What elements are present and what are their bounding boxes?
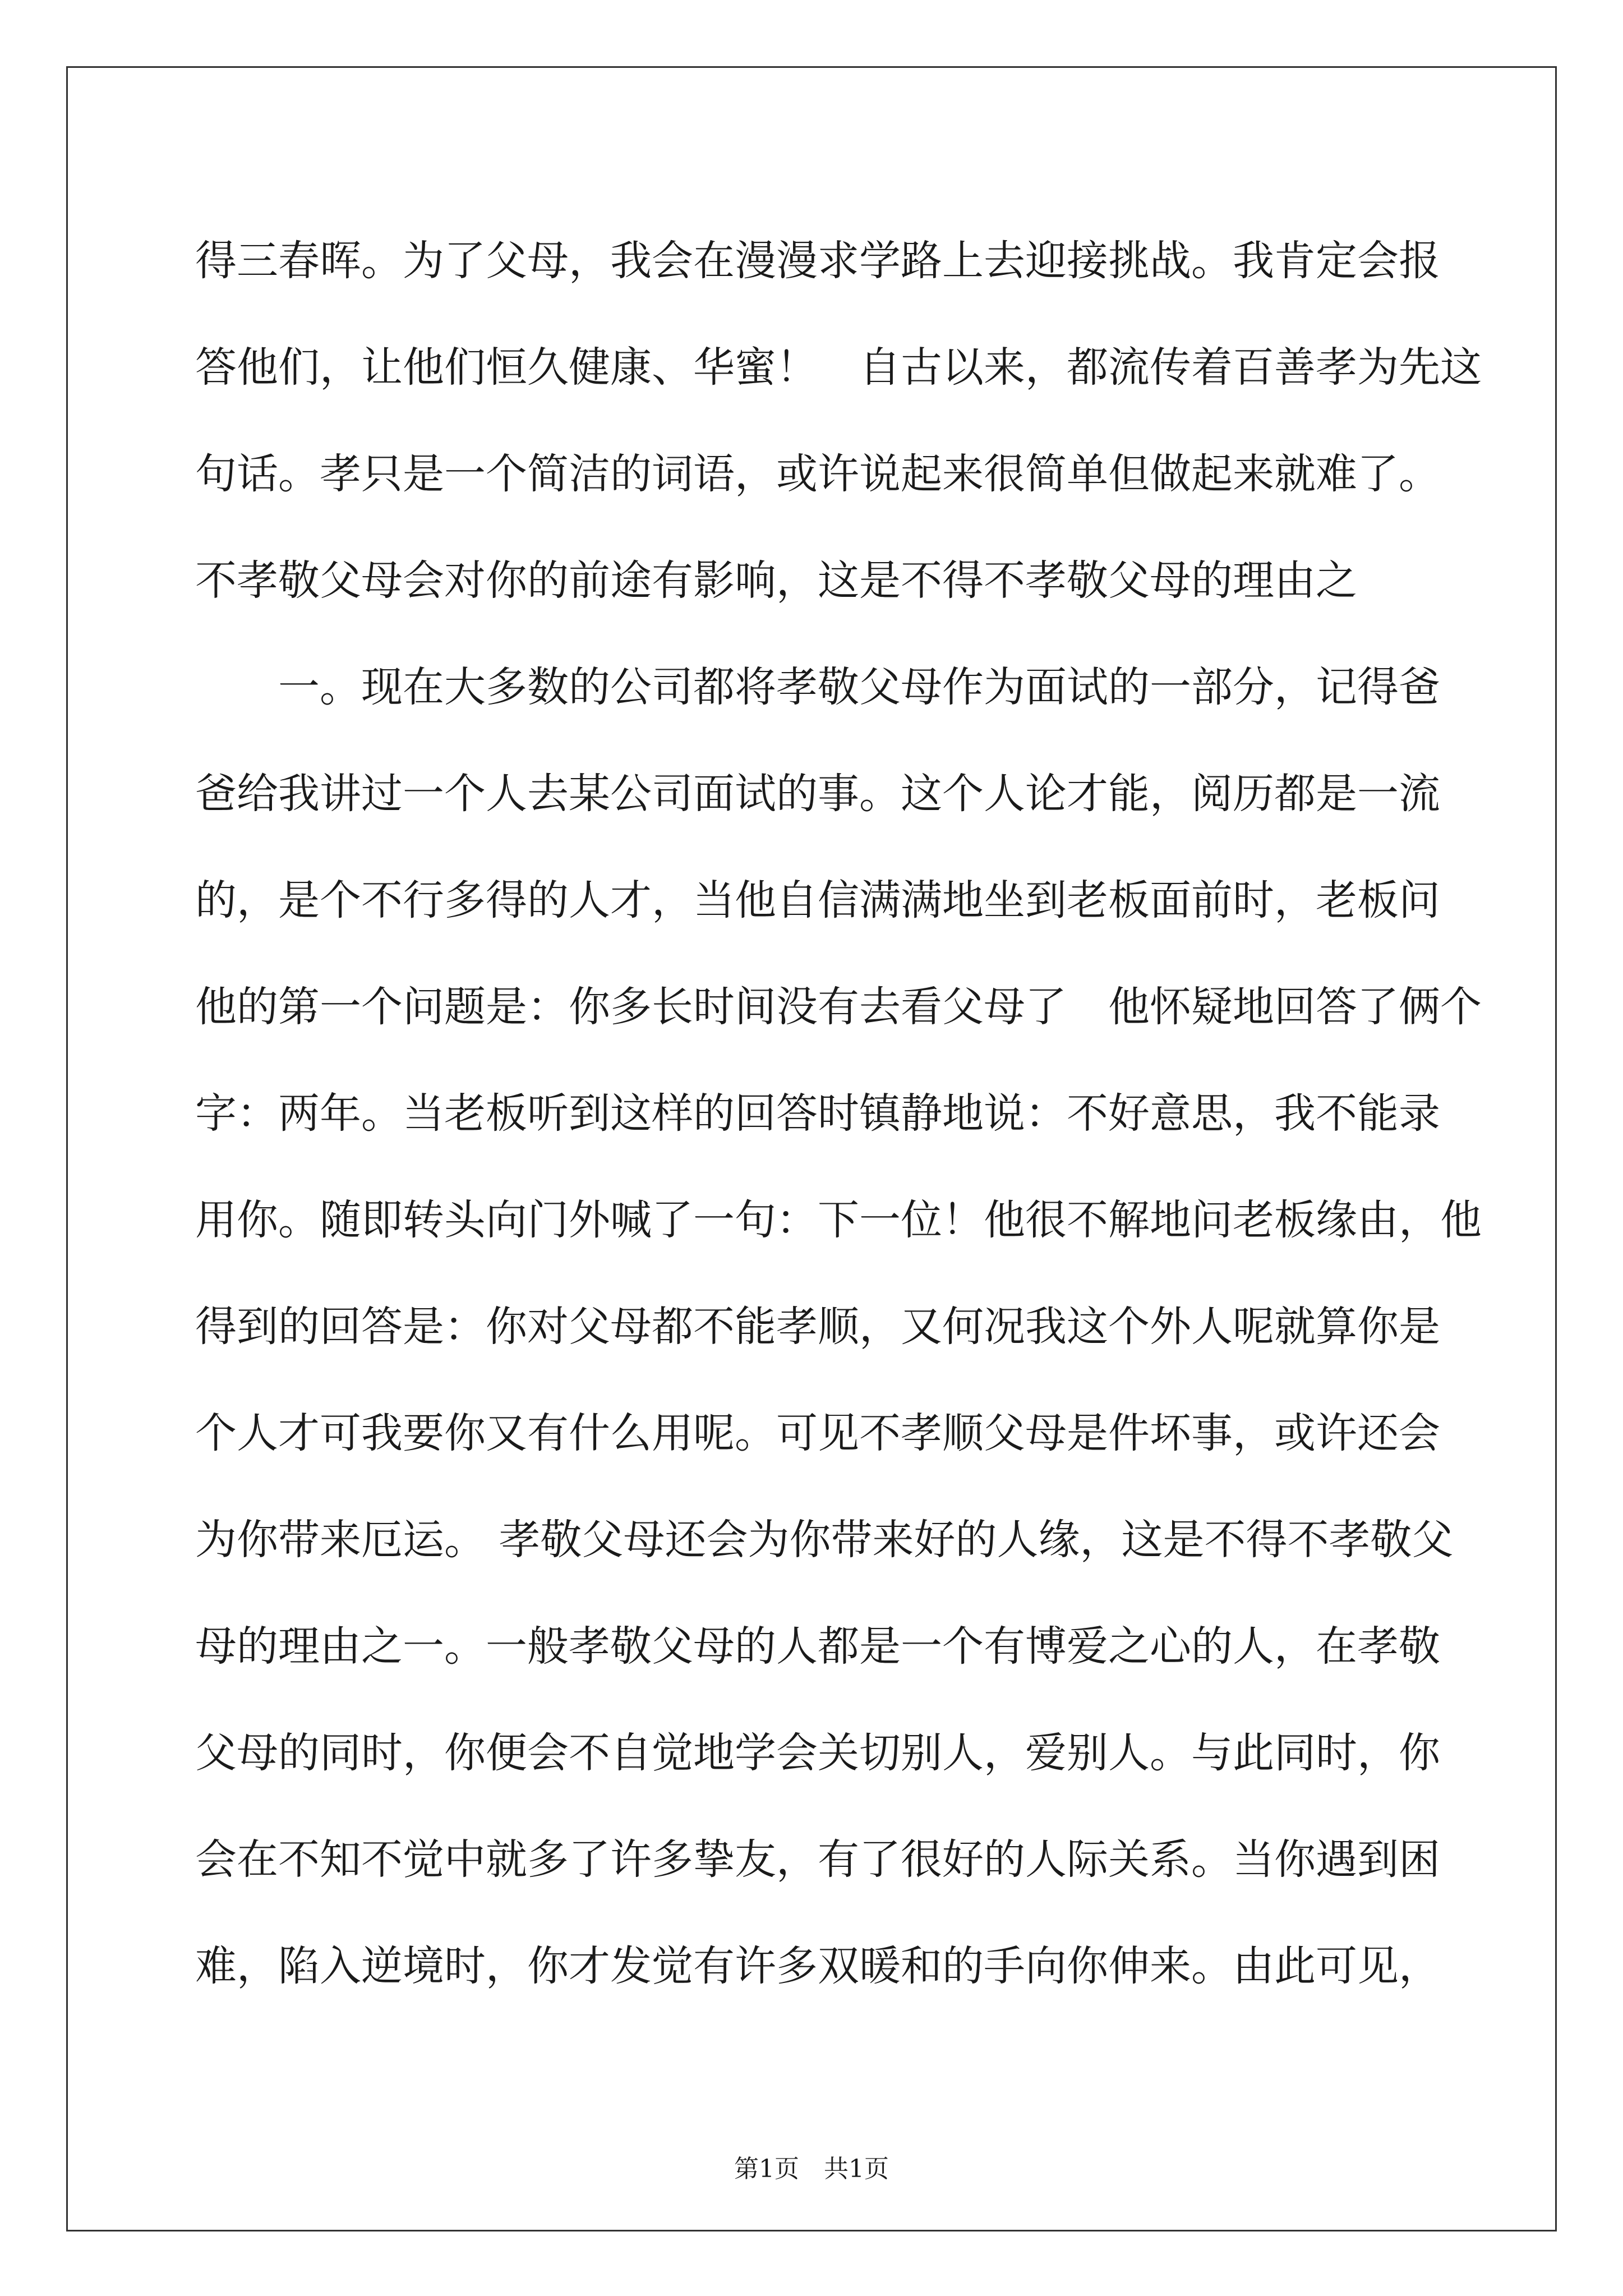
text-line: 个人才可我要你又有什么用呢。可见不孝顺父母是件坏事，或许还会 [195,1409,1440,1457]
page-number-footer: 第1页 共1页 [734,2155,889,2183]
text-line: 父母的同时，你便会不自觉地学会关切别人，爱别人。与此同时，你 [195,1729,1440,1777]
text-line: 句话。孝只是一个简洁的词语，或许说起来很简单但做起来就难了。 [195,450,1440,498]
text-line: 难，陷入逆境时，你才发觉有许多双暖和的手向你伸来。由此可见， [195,1942,1440,1990]
text-line: 答他们，让他们恒久健康、华蜜！ 自古以来，都流传着百善孝为先这 [195,343,1482,392]
text-line: 用你。随即转头向门外喊了一句：下一位！他很不解地问老板缘由，他 [195,1196,1482,1244]
text-line: 的，是个不行多得的人才，当他自信满满地坐到老板面前时，老板问 [195,876,1440,924]
text-line: 一。现在大多数的公司都将孝敬父母作为面试的一部分，记得爸 [278,663,1440,711]
text-line: 母的理由之一。一般孝敬父母的人都是一个有博爱之心的人，在孝敬 [195,1622,1440,1671]
text-line: 为你带来厄运。 孝敬父母还会为你带来好的人缘，这是不得不孝敬父 [195,1516,1454,1564]
text-line: 他的第一个问题是：你多长时间没有去看父母了 他怀疑地回答了俩个 [195,983,1482,1031]
document-body [195,208,1482,2019]
text-line: 得三春晖。为了父母，我会在漫漫求学路上去迎接挑战。我肯定会报 [195,237,1440,285]
text-line: 会在不知不觉中就多了许多挚友，有了很好的人际关系。当你遇到困 [195,1835,1440,1884]
text-line: 字：两年。当老板听到这样的回答时镇静地说：不好意思，我不能录 [195,1089,1440,1138]
text-line: 爸给我讲过一个人去某公司面试的事。这个人论才能，阅历都是一流 [195,770,1440,818]
text-line: 得到的回答是：你对父母都不能孝顺，又何况我这个外人呢就算你是 [195,1303,1440,1351]
text-line: 不孝敬父母会对你的前途有影响，这是不得不孝敬父母的理由之 [195,556,1357,605]
